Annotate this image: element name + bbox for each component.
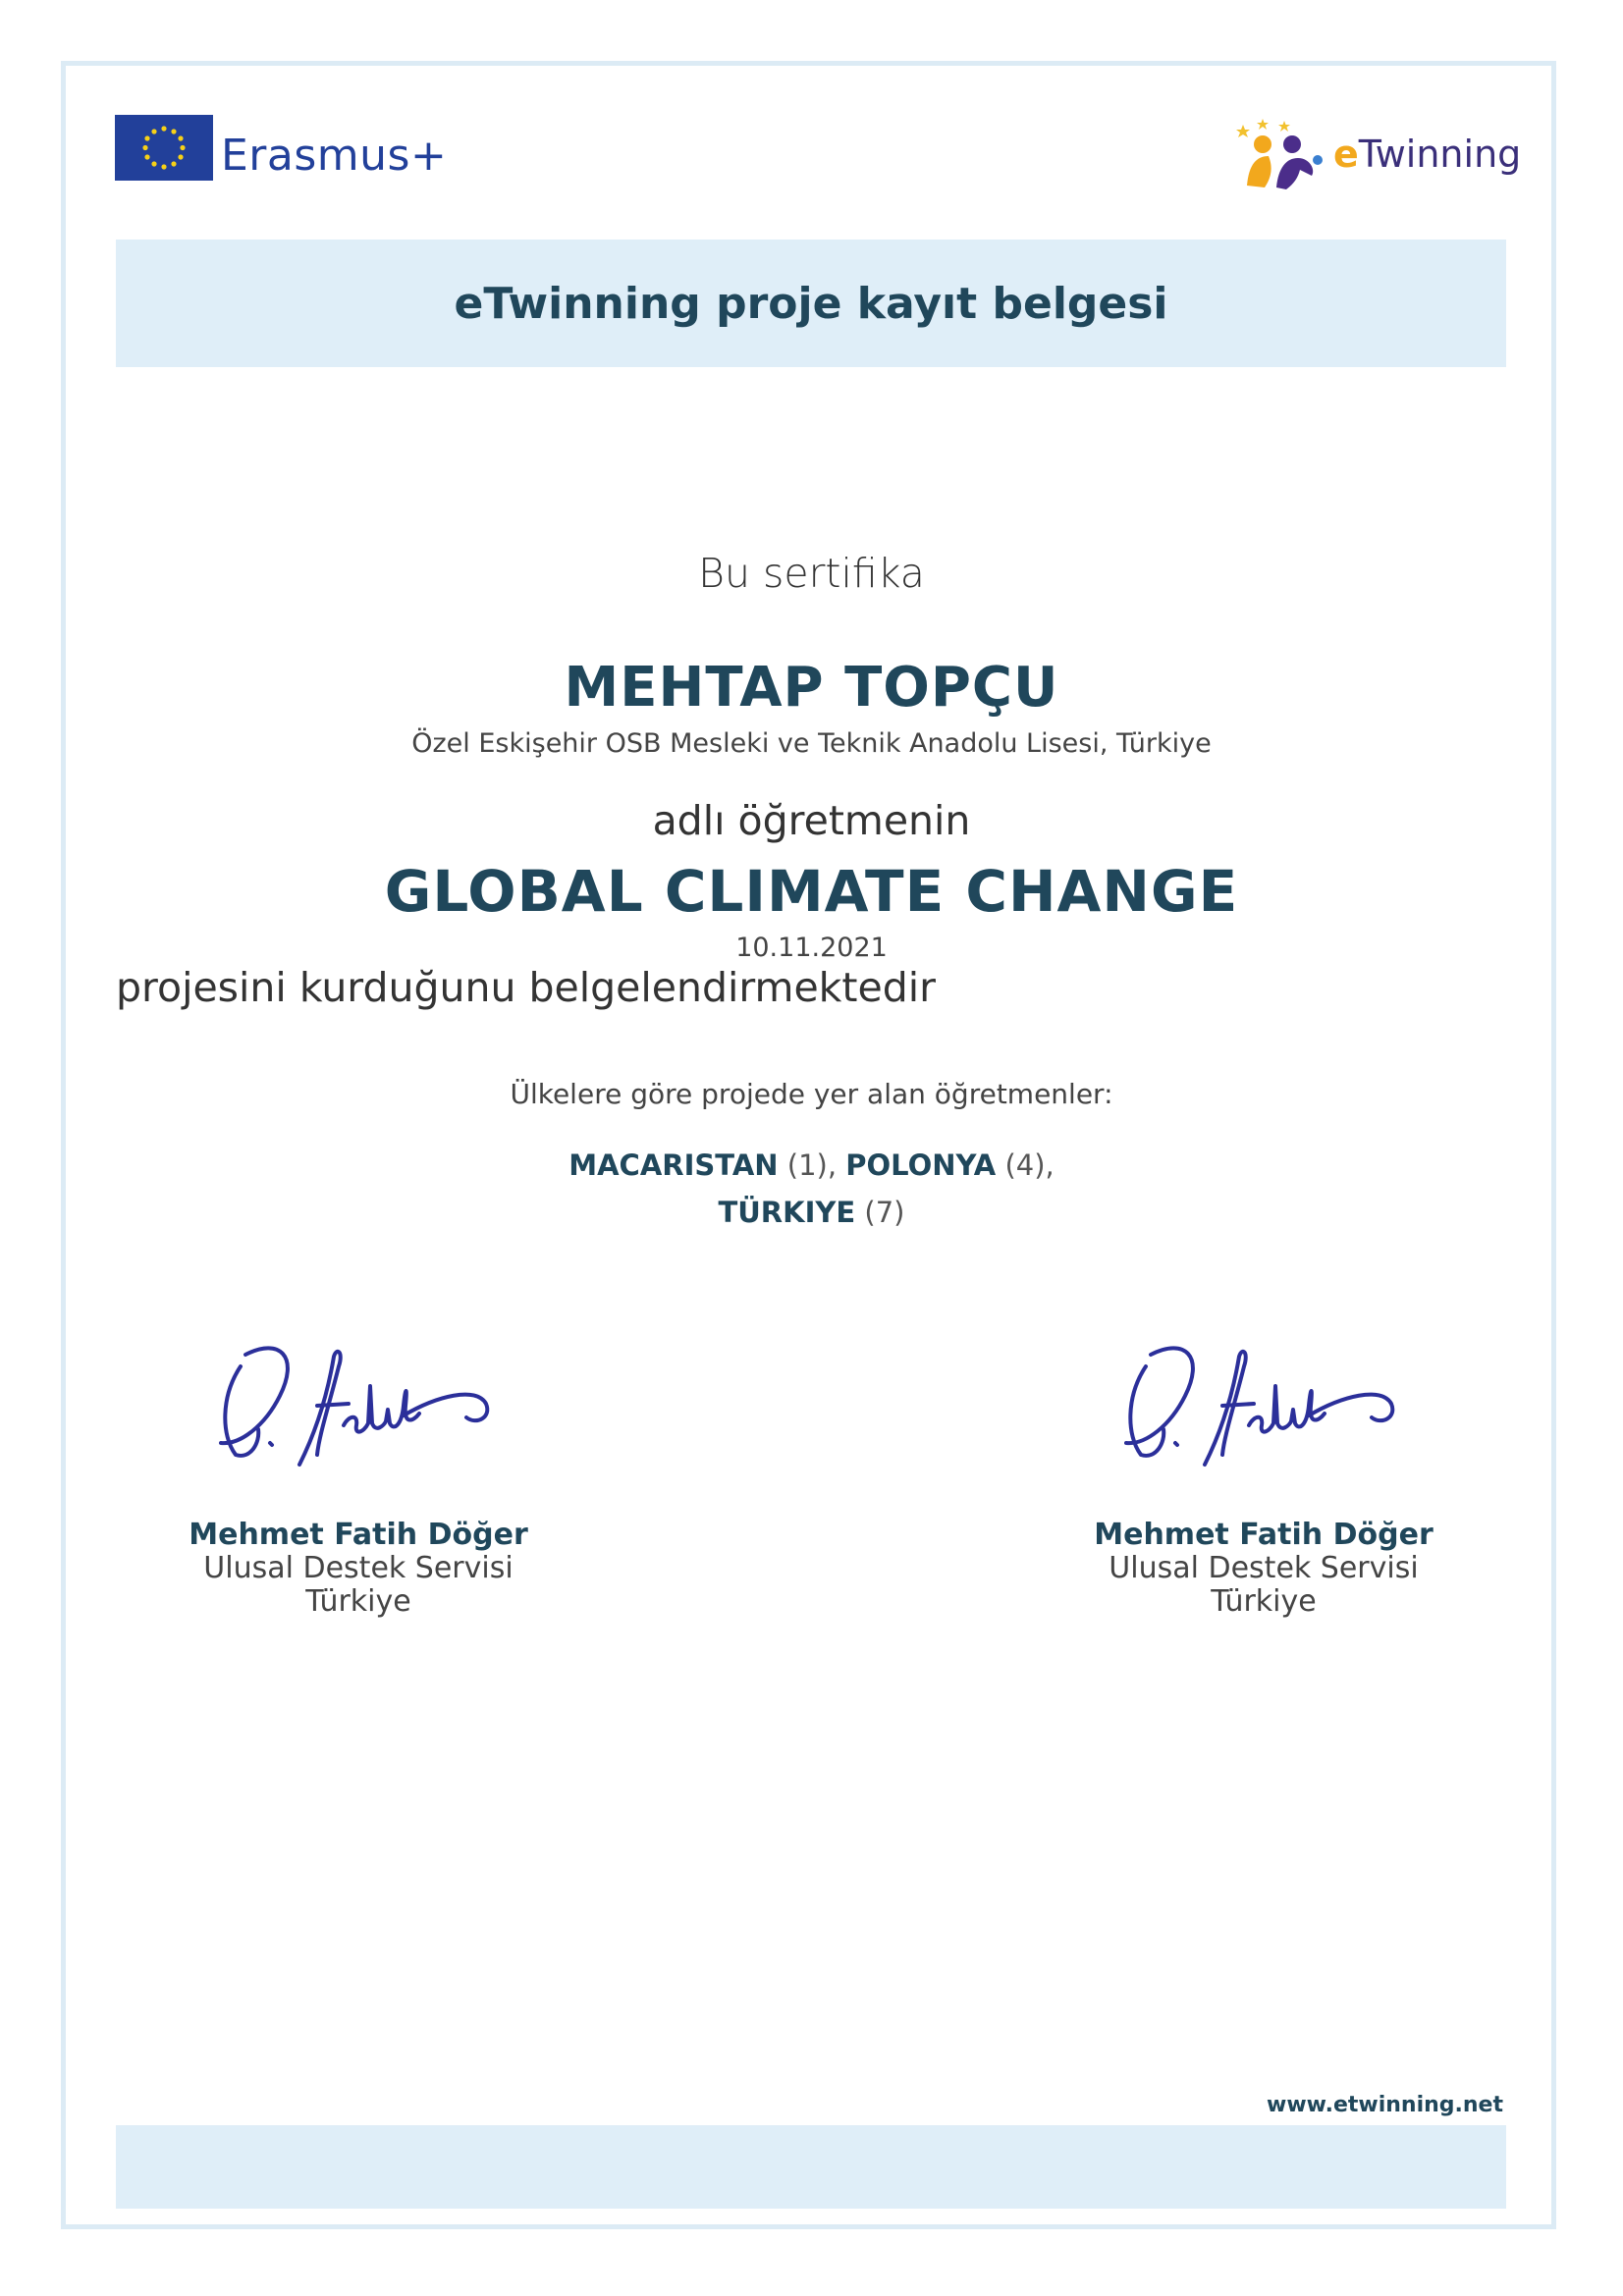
signatory-name: Mehmet Fatih Döğer <box>189 1518 528 1552</box>
signature-block <box>152 1327 565 1619</box>
etwinning-logo <box>1229 115 1521 193</box>
intro-text: Bu sertifika <box>698 550 925 597</box>
certificate-border <box>61 61 1556 2229</box>
named-teacher-text: adlı öğretmenin <box>652 797 971 844</box>
school-name: Özel Eskişehir OSB Mesleki ve Teknik Anadolu Lisesi, Türkiye <box>411 728 1212 759</box>
eu-flag-icon <box>115 115 213 181</box>
handwritten-signature <box>201 1327 515 1484</box>
certificate-title: eTwinning proje kayıt belgesi <box>454 278 1168 329</box>
signatory-country: Türkiye <box>305 1584 411 1619</box>
country-name: POLONYA <box>845 1148 997 1182</box>
country-name: TÜRKIYE <box>718 1196 856 1229</box>
signature-block <box>1057 1327 1470 1619</box>
title-band <box>116 240 1506 367</box>
footer-band <box>116 2125 1506 2209</box>
project-date: 10.11.2021 <box>735 933 888 963</box>
teacher-name: MEHTAP TOPÇU <box>564 656 1059 720</box>
countries-list <box>0 1196 1623 1229</box>
signatory-role: Ulusal Destek Servisi <box>203 1551 514 1585</box>
erasmus-logo-text: Erasmus+ <box>221 131 448 181</box>
country-count: (7) <box>864 1196 905 1229</box>
country-count: (4), <box>1004 1148 1055 1182</box>
signatory-role: Ulusal Destek Servisi <box>1109 1551 1419 1585</box>
country-name: MACARISTAN <box>568 1148 779 1182</box>
etwinning-logo-text <box>1333 133 1521 176</box>
statement-text: projesini kurduğunu belgelendirmektedir <box>116 964 936 1011</box>
signatory-country: Türkiye <box>1211 1584 1317 1619</box>
signatory-name: Mehmet Fatih Döğer <box>1094 1518 1434 1552</box>
countries-list <box>0 1148 1623 1182</box>
handwritten-signature <box>1107 1327 1421 1484</box>
etwinning-figures-icon <box>1229 115 1327 193</box>
etwinning-logo-rest: Twinning <box>1358 133 1522 176</box>
project-name: GLOBAL CLIMATE CHANGE <box>384 858 1239 925</box>
countries-label: Ülkelere göre projede yer alan öğretmenler: <box>510 1078 1113 1110</box>
footer-url[interactable]: www.etwinning.net <box>1267 2093 1503 2117</box>
country-count: (1), <box>786 1148 838 1182</box>
etwinning-logo-e: e <box>1333 133 1359 176</box>
erasmus-logo <box>115 115 447 181</box>
